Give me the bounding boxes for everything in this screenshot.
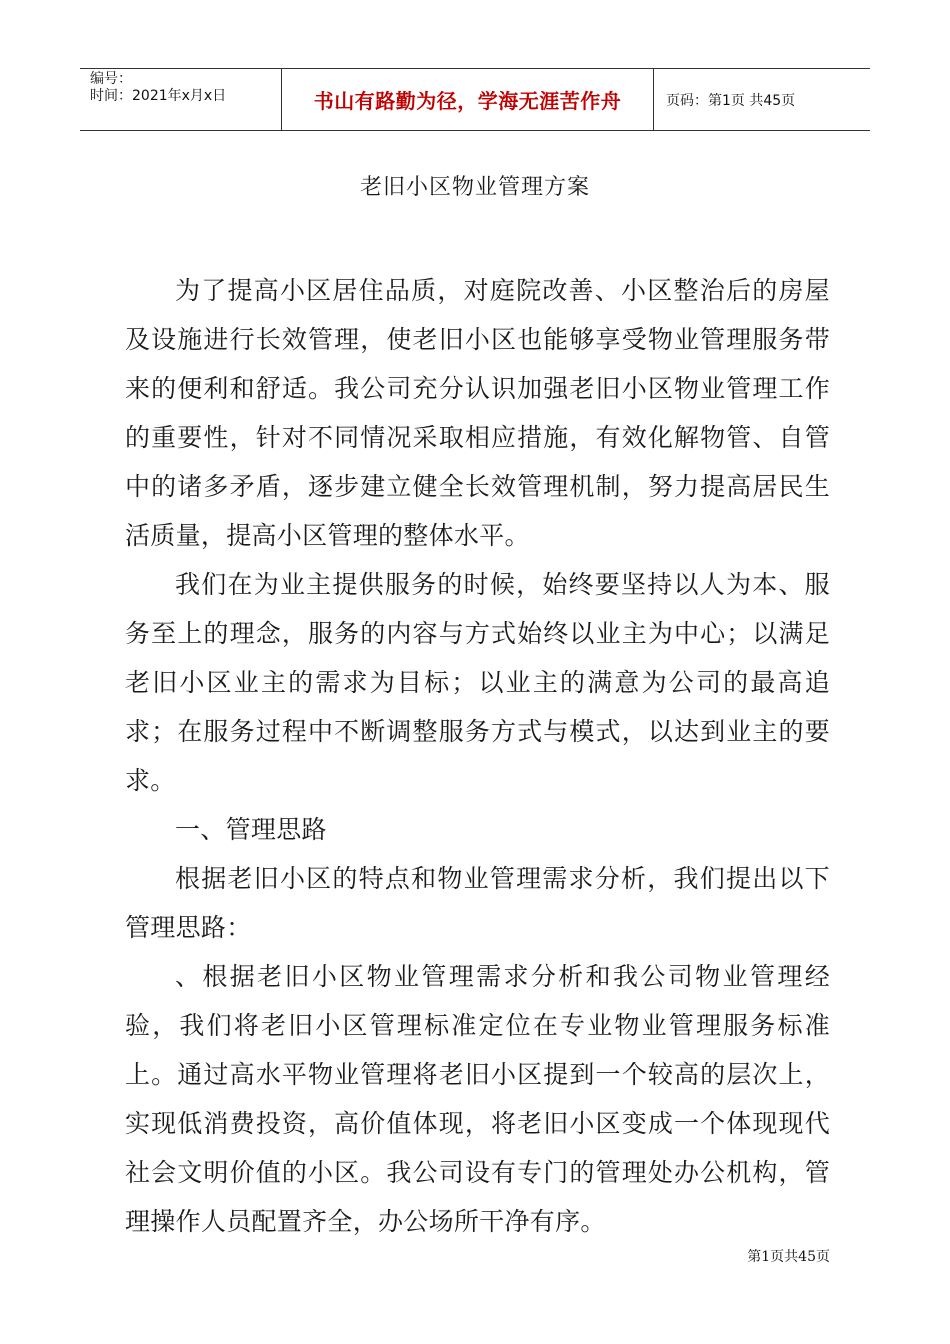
section-heading: 一、管理思路 xyxy=(175,815,327,844)
paragraph: 我们在为业主提供服务的时候，始终要坚持以人为本、服务至上的理念，服务的内容与方式始终以业主为中心；以满足老旧小区业主的需求为目标；以业主的满意为公司的最高追求；在服务过程中不断调整服务方式与模式，以达到业主的要求。 xyxy=(125,570,830,795)
paragraph: 根据老旧小区的特点和物业管理需求分析，我们提出以下管理思路： xyxy=(125,864,830,942)
document-header xyxy=(80,68,870,131)
time-label: 时间：2021年x月x日 xyxy=(90,88,227,104)
paragraph: 、根据老旧小区物业管理需求分析和我公司物业管理经验，我们将老旧小区管理标准定位在专业物业管理服务标准上。通过高水平物业管理将老旧小区提到一个较高的层次上，实现低消费投资，高价值体现，将老旧小区变成一个体现现代社会文明价值的小区。我公司设有专门的管理处办公机构，管理操作人员配置齐全，办公场所干净有序。 xyxy=(125,962,830,1236)
footer-page-number: 第1页共45页 xyxy=(747,1249,830,1265)
header-page-info: 页码：第1页 共45页 xyxy=(666,92,796,109)
number-label: 编号： xyxy=(90,71,132,87)
header-motto: 书山有路勤为径，学海无涯苦作舟 xyxy=(282,69,654,130)
document-body xyxy=(125,266,830,1246)
header-meta xyxy=(80,69,282,130)
document-title: 老旧小区物业管理方案 xyxy=(359,175,590,200)
paragraph: 为了提高小区居住品质，对庭院改善、小区整治后的房屋及设施进行长效管理，使老旧小区也能够享受物业管理服务带来的便利和舒适。我公司充分认识加强老旧小区物业管理工作的重要性，针对不同情况采取相应措施，有效化解物管、自管中的诸多矛盾，逐步建立健全长效管理机制，努力提高居民生活质量，提高小区管理的整体水平。 xyxy=(125,276,830,550)
